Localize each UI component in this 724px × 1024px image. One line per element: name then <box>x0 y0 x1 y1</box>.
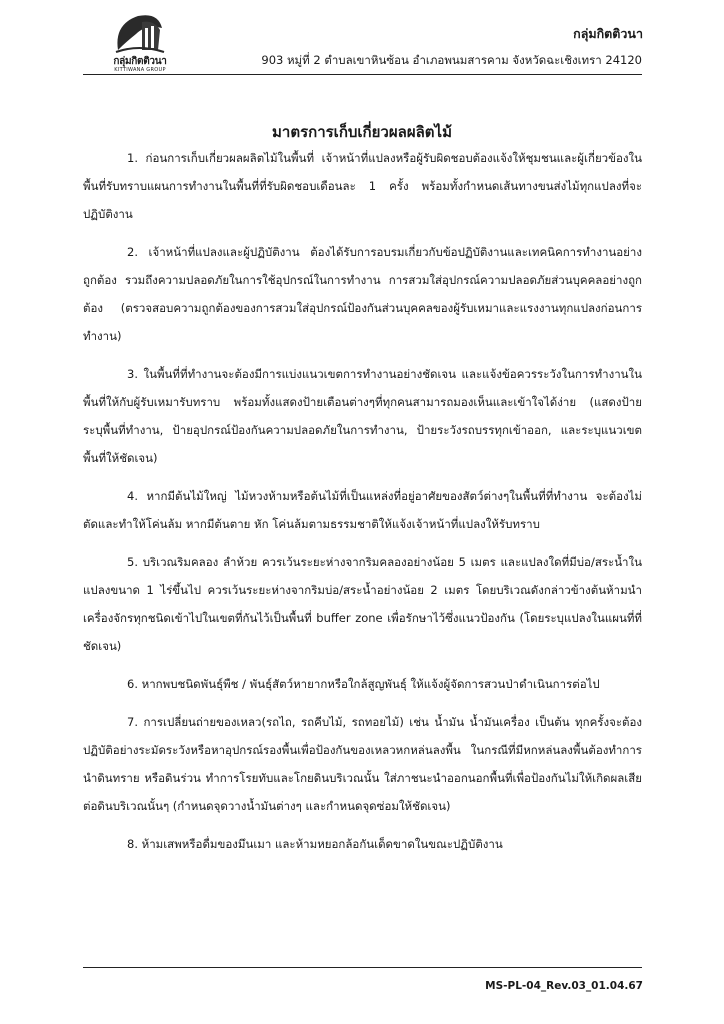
header-divider <box>83 74 642 75</box>
document-title: มาตรการเก็บเกี่ยวผลผลิตไม้ <box>272 123 452 141</box>
paragraph-8: 8. ห้ามเสพหรือดื่มของมึนเมา และห้ามหยอกล้อกันเด็ดขาดในขณะปฏิบัติงาน <box>127 837 503 851</box>
paragraph-5: 5. บริเวณริมคลอง ลำห้วย ควรเว้นระยะห่างจากริมคลองอย่างน้อย 5 เมตร และแปลงใดที่มีบ่อ/สระน้ำในแปลงขนาด 1 ไร่ขึ้นไป ควรเว้นระยะห่างจากริมบ่อ/สระน้ำอย่างน้อย 2 เมตร โดยบริเวณดังกล่าวข้างต้นห้ามนำเครื่องจักรทุกชนิดเข้าไปในเขตที่กันไว้เป็นพื้นที่ buffer zone เพื่อรักษาไว้ซึ่งแนวป้องกัน (โดยระบุแปลงในแผนที่ที่ชัดเจน) <box>83 555 642 653</box>
paragraph-6: 6. หากพบชนิดพันธุ์พืช / พันธุ์สัตว์หายากหรือใกล้สูญพันธุ์ ให้แจ้งผู้จัดการสวนป่าดำเนินการต่อไป <box>127 677 600 691</box>
paragraph-1: 1. ก่อนการเก็บเกี่ยวผลผลิตไม้ในพื้นที่ เจ้าหน้าที่แปลงหรือผู้รับผิดชอบต้องแจ้งให้ชุมชนและผู้เกี่ยวข้องในพื้นที่รับทราบแผนการทำงานในพื้นที่ที่รับผิดชอบเดือนละ 1 ครั้ง พร้อมทั้งกำหนดเส้นทางขนส่งไม้ทุกแปลงที่จะปฏิบัติงาน <box>83 151 642 221</box>
logo-name-th: กลุ่มกิตติวนา <box>113 56 167 67</box>
paragraph-2: 2. เจ้าหน้าที่แปลงและผู้ปฏิบัติงาน ต้องได้รับการอบรมเกี่ยวกับข้อปฏิบัติงานและเทคนิคการทำงานอย่างถูกต้อง รวมถึงความปลอดภัยในการใช้อุปกรณ์ในการทำงาน การสวมใส่อุปกรณ์ความปลอดภัยส่วนบุคคลอย่างถูกต้อง (ตรวจสอบความถูกต้องของการสวมใส่อุปกรณ์ป้องกันส่วนบุคคลของผู้รับเหมาและแรงงานทุกแปลงก่อนการทำงาน) <box>83 245 642 343</box>
footer-divider <box>83 967 642 968</box>
paragraph-4: 4. หากมีต้นไม้ใหญ่ ไม้หวงห้ามหรือต้นไม้ที่เป็นแหล่งที่อยู่อาศัยของสัตว์ต่างๆในพื้นที่ที่ทำงาน จะต้องไม่ตัดและทำให้โค่นล้ม หากมีต้นตาย หัก โค่นล้มตามธรรมชาติให้แจ้งเจ้าหน้าที่แปลงให้รับทราบ <box>83 489 642 531</box>
company-address: 903 หมู่ที่ 2 ตำบลเขาหินซ้อน อำเภอพนมสารคาม จังหวัดฉะเชิงเทรา 24120 <box>261 53 642 67</box>
paragraph-3: 3. ในพื้นที่ที่ทำงานจะต้องมีการแบ่งแนวเขตการทำงานอย่างชัดเจน และแจ้งข้อควรระวังในการทำงานในพื้นที่ให้กับผู้รับเหมารับทราบ พร้อมทั้งแสดงป้ายเตือนต่างๆที่ทุกคนสามารถมองเห็นและเข้าใจได้ง่าย (แสดงป้ายระบุพื้นที่ทำงาน, ป้ายอุปกรณ์ป้องกันความปลอดภัยในการทำงาน, ป้ายระวังรถบรรทุกเข้าออก, และระบุแนวเขตพื้นที่ให้ชัดเจน) <box>83 367 642 465</box>
document-code: MS-PL-04_Rev.03_01.04.67 <box>485 980 643 992</box>
tree-leaf-icon <box>112 10 166 56</box>
company-logo <box>104 10 174 74</box>
paragraph-7: 7. การเปลี่ยนถ่ายของเหลว(รถไถ, รถคีบไม้, รถทอยไม้) เช่น น้ำมัน น้ำมันเครื่อง เป็นต้น ทุกครั้งจะต้องปฏิบัติอย่างระมัดระวังหรือหาอุปกรณ์รองพื้นเพื่อป้องกันของเหลวหกหล่นลงพื้น ในกรณีที่มีหกหล่นลงพื้นต้องทำการนำดินทราย หรือดินร่วน ทำการโรยทับและโกยดินบริเวณนั้น ใส่ภาชนะนำออกนอกพื้นที่เพื่อป้องกันไม่ให้เกิดผลเสียต่อดินบริเวณนั้นๆ (กำหนดจุดวางน้ำมันต่างๆ และกำหนดจุดซ่อมให้ชัดเจน) <box>83 715 642 813</box>
logo-name-en: KITTIWANA GROUP <box>114 67 166 73</box>
company-name: กลุ่มกิตติวนา <box>573 26 643 41</box>
document-body <box>83 144 642 868</box>
